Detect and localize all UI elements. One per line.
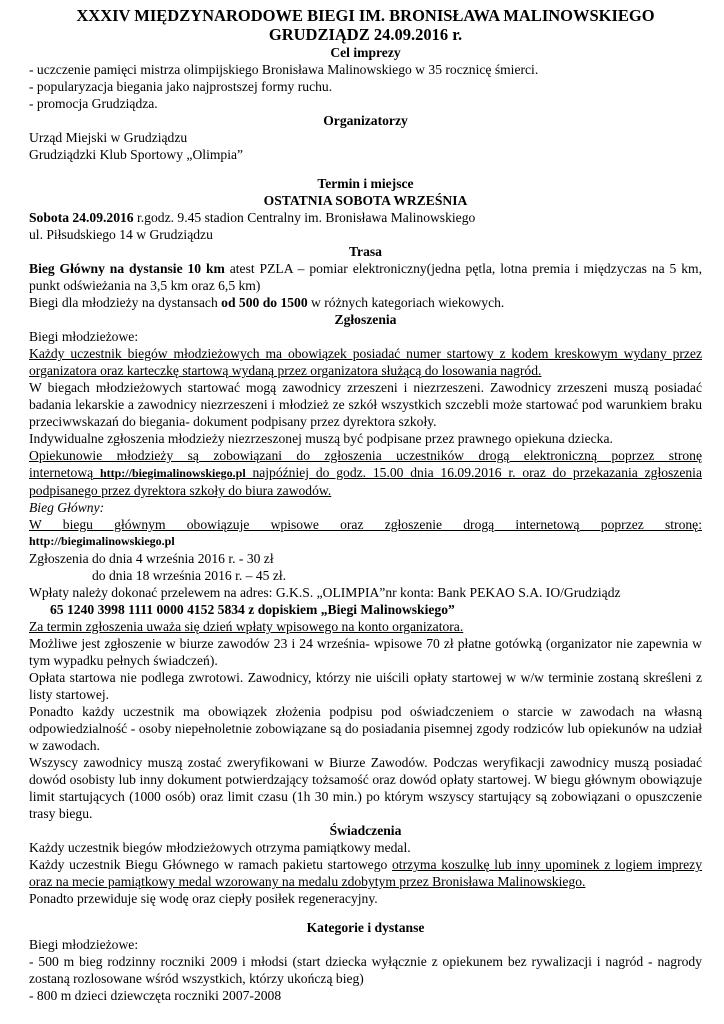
zgloszenia-youth-label: Biegi młodzieżowe: — [29, 329, 139, 344]
zgloszenia-p1: Każdy uczestnik biegów młodzieżowych ma obowiązek posiadać numer startowy z kodem kreskowym wydany przez organizatora oraz karteczkę startową wydaną przez organizatora służącą do losowania nagród. — [29, 346, 702, 378]
zgloszenia-p4-post: najpóźniej do godz. 15.00 dnia 16.09.2016 r. oraz do przekazania zgłoszenia podpisanego przez dyrektora szkoły do biura zawodów. — [29, 465, 702, 498]
kategorie-youth-label: Biegi młodzieżowe: — [29, 937, 139, 952]
termin-address: ul. Piłsudskiego 14 w Grudziądzu — [29, 227, 213, 242]
organizator-1: Urząd Miejski w Grudziądzu — [29, 130, 188, 145]
zgloszenia-p2: W biegach młodzieżowych startować mogą zawodnicy zrzeszeni i niezrzeszeni. Zawodnicy zrzeszeni muszą posiadać badania lekarskie a zawodnicy niezrzeszeni i młodzież ze szkół wszystkich szczebli może startować pod warunkiem braku przeciwwskazań do biegania- dokument podpisany przez dyrektora szkoły. — [29, 380, 702, 429]
trasa-main — [29, 260, 702, 294]
section-heading-cel: Cel imprezy — [330, 45, 401, 60]
trasa-youth — [29, 294, 702, 311]
zgloszenia-main-line: W biegu głównym obowiązuje wpisowe oraz zgłoszenie drogą internetową poprzez stronę: — [29, 517, 702, 532]
section-heading-organizatorzy: Organizatorzy — [323, 113, 408, 128]
swiadczenia-p2-pre: Każdy uczestnik Biegu Głównego w ramach pakietu startowego — [29, 857, 392, 872]
zgloszenia-p4-pre: internetową — [29, 465, 100, 480]
section-heading-kategorie: Kategorie i dystanse — [306, 920, 425, 935]
termin-subheading: OSTATNIA SOBOTA WRZEŚNIA — [263, 193, 468, 208]
zgloszenia-account: 65 1240 3998 1111 0000 4152 5834 z dopiskiem „Biegi Malinowskiego” — [50, 602, 455, 617]
cel-item-2: - popularyzacja biegania jako najprostszej formy ruchu. — [29, 79, 333, 94]
zgloszenia-main-label: Bieg Główny: — [29, 500, 105, 515]
trasa-youth-bold: od 500 do 1500 — [221, 295, 308, 310]
zgloszenia-url-link[interactable]: http://biegimalinowskiego.pl — [99, 466, 246, 480]
swiadczenia-p2-underlined: otrzyma koszulkę lub inny upominek z logiem imprezy oraz na mecie pamiątkowy medal wzorowany na medalu zdobytym przez Bronisława Malinowskiego. — [29, 857, 702, 889]
zgloszenia-payment: Wpłaty należy dokonać przelewem na adres: G.K.S. „OLIMPIA”nr konta: Bank PEKAO S.A. IO/Grudziądz — [29, 585, 621, 600]
zgloszenia-deadline-2: do dnia 18 września 2016 r. – 45 zł. — [92, 568, 287, 583]
trasa-youth-post: w różnych kategoriach wiekowych. — [307, 295, 505, 310]
zgloszenia-p6: Opłata startowa nie podlega zwrotowi. Zawodnicy, którzy nie uiścili opłaty startowej w w/w terminie zostaną skreśleni z listy startowej. — [29, 670, 702, 702]
cel-item-3: - promocja Grudziądza. — [29, 96, 158, 111]
trasa-main-rest: atest PZLA – pomiar elektroniczny(jedna pętla, lotna premia i międzyczas na 5 km, punkt odświeżania na 3,5 km oraz 6,5 km) — [29, 261, 702, 293]
kategorie-item-2: - 800 m dzieci dziewczęta roczniki 2007-2008 — [29, 988, 282, 1003]
zgloszenia-deadline-1: Zgłoszenia do dnia 4 września 2016 r. - 30 zł — [29, 551, 274, 566]
zgloszenia-main-url-link[interactable]: http://biegimalinowskiego.pl — [29, 534, 175, 548]
zgloszenia-p7: Ponadto każdy uczestnik ma obowiązek złożenia podpisu pod oświadczeniem o starcie w zawodach na własną odpowiedzialność - osoby niepełnoletnie zobowiązane są do posiadania pisemnej zgody rodziców lub opiekunów na udział w zawodach. — [29, 704, 702, 753]
zgloszenia-p8: Wszyscy zawodnicy muszą zostać zweryfikowani w Biurze Zawodów. Podczas weryfikacji zawodnicy muszą posiadać dowód osobisty lub inny dokument potwierdzający tożsamość oraz dowód opłaty startowej. W biegu głównym obowiązuje limit startujących (1000 osób) oraz limit czasu (1h 30 min.) po którym wszyscy startujący są zobowiązani o opuszczenie trasy biegu. — [29, 755, 702, 821]
section-heading-swiadczenia: Świadczenia — [329, 823, 402, 838]
trasa-youth-pre: Biegi dla młodzieży na dystansach — [29, 295, 222, 310]
document-title — [29, 6, 702, 44]
zgloszenia-payment-date: Za termin zgłoszenia uważa się dzień wpłaty wpisowego na konto organizatora. — [29, 619, 464, 634]
zgloszenia-p3: Indywidualne zgłoszenia młodzieży niezrzeszonej muszą być podpisane przez prawnego opiekuna dziecka. — [29, 431, 613, 446]
trasa-main-bold: Bieg Główny na dystansie 10 km — [29, 261, 225, 276]
kategorie-item-1: - 500 m bieg rodzinny roczniki 2009 i młodsi (start dziecka wyłącznie z opiekunem bez rywalizacji i nagród - nagrody zostaną rozlosowane wśród wszystkich, którzy ukończą bieg) — [29, 954, 702, 986]
section-heading-zgloszenia: Zgłoszenia — [334, 312, 397, 327]
termin-date — [29, 209, 702, 226]
zgloszenia-p5: Możliwe jest zgłoszenie w biurze zawodów 23 i 24 września- wpisowe 70 zł płatne gotówką (organizator nie zapewnia w tym wypadku pełnych świadczeń). — [29, 636, 702, 668]
cel-item-1: - uczczenie pamięci mistrza olimpijskiego Bronisława Malinowskiego w 35 rocznicę śmierci. — [29, 62, 539, 77]
section-heading-trasa: Trasa — [349, 244, 382, 259]
section-heading-termin: Termin i miejsce — [317, 176, 414, 191]
title-line-1: XXXIV MIĘDZYNARODOWE BIEGI IM. BRONISŁAWA MALINOWSKIEGO — [76, 6, 655, 25]
organizator-2: Grudziądzki Klub Sportowy „Olimpia” — [29, 147, 244, 162]
zgloszenia-p4 — [29, 464, 702, 499]
swiadczenia-p2 — [29, 856, 702, 890]
zgloszenia-p4-line1: Opiekunowie młodzieży są zobowiązani do zgłoszenia uczestników drogą elektroniczną poprzez stronę — [29, 448, 702, 463]
spacer — [29, 907, 702, 919]
termin-date-bold: Sobota 24.09.2016 — [29, 210, 134, 225]
title-line-2: GRUDZIĄDZ 24.09.2016 r. — [268, 25, 463, 44]
swiadczenia-p1: Każdy uczestnik biegów młodzieżowych otrzyma pamiątkowy medal. — [29, 840, 411, 855]
swiadczenia-p3: Ponadto przewiduje się wodę oraz ciepły posiłek regeneracyjny. — [29, 891, 378, 906]
termin-date-rest: r.godz. 9.45 stadion Centralny im. Bronisława Malinowskiego — [133, 210, 476, 225]
